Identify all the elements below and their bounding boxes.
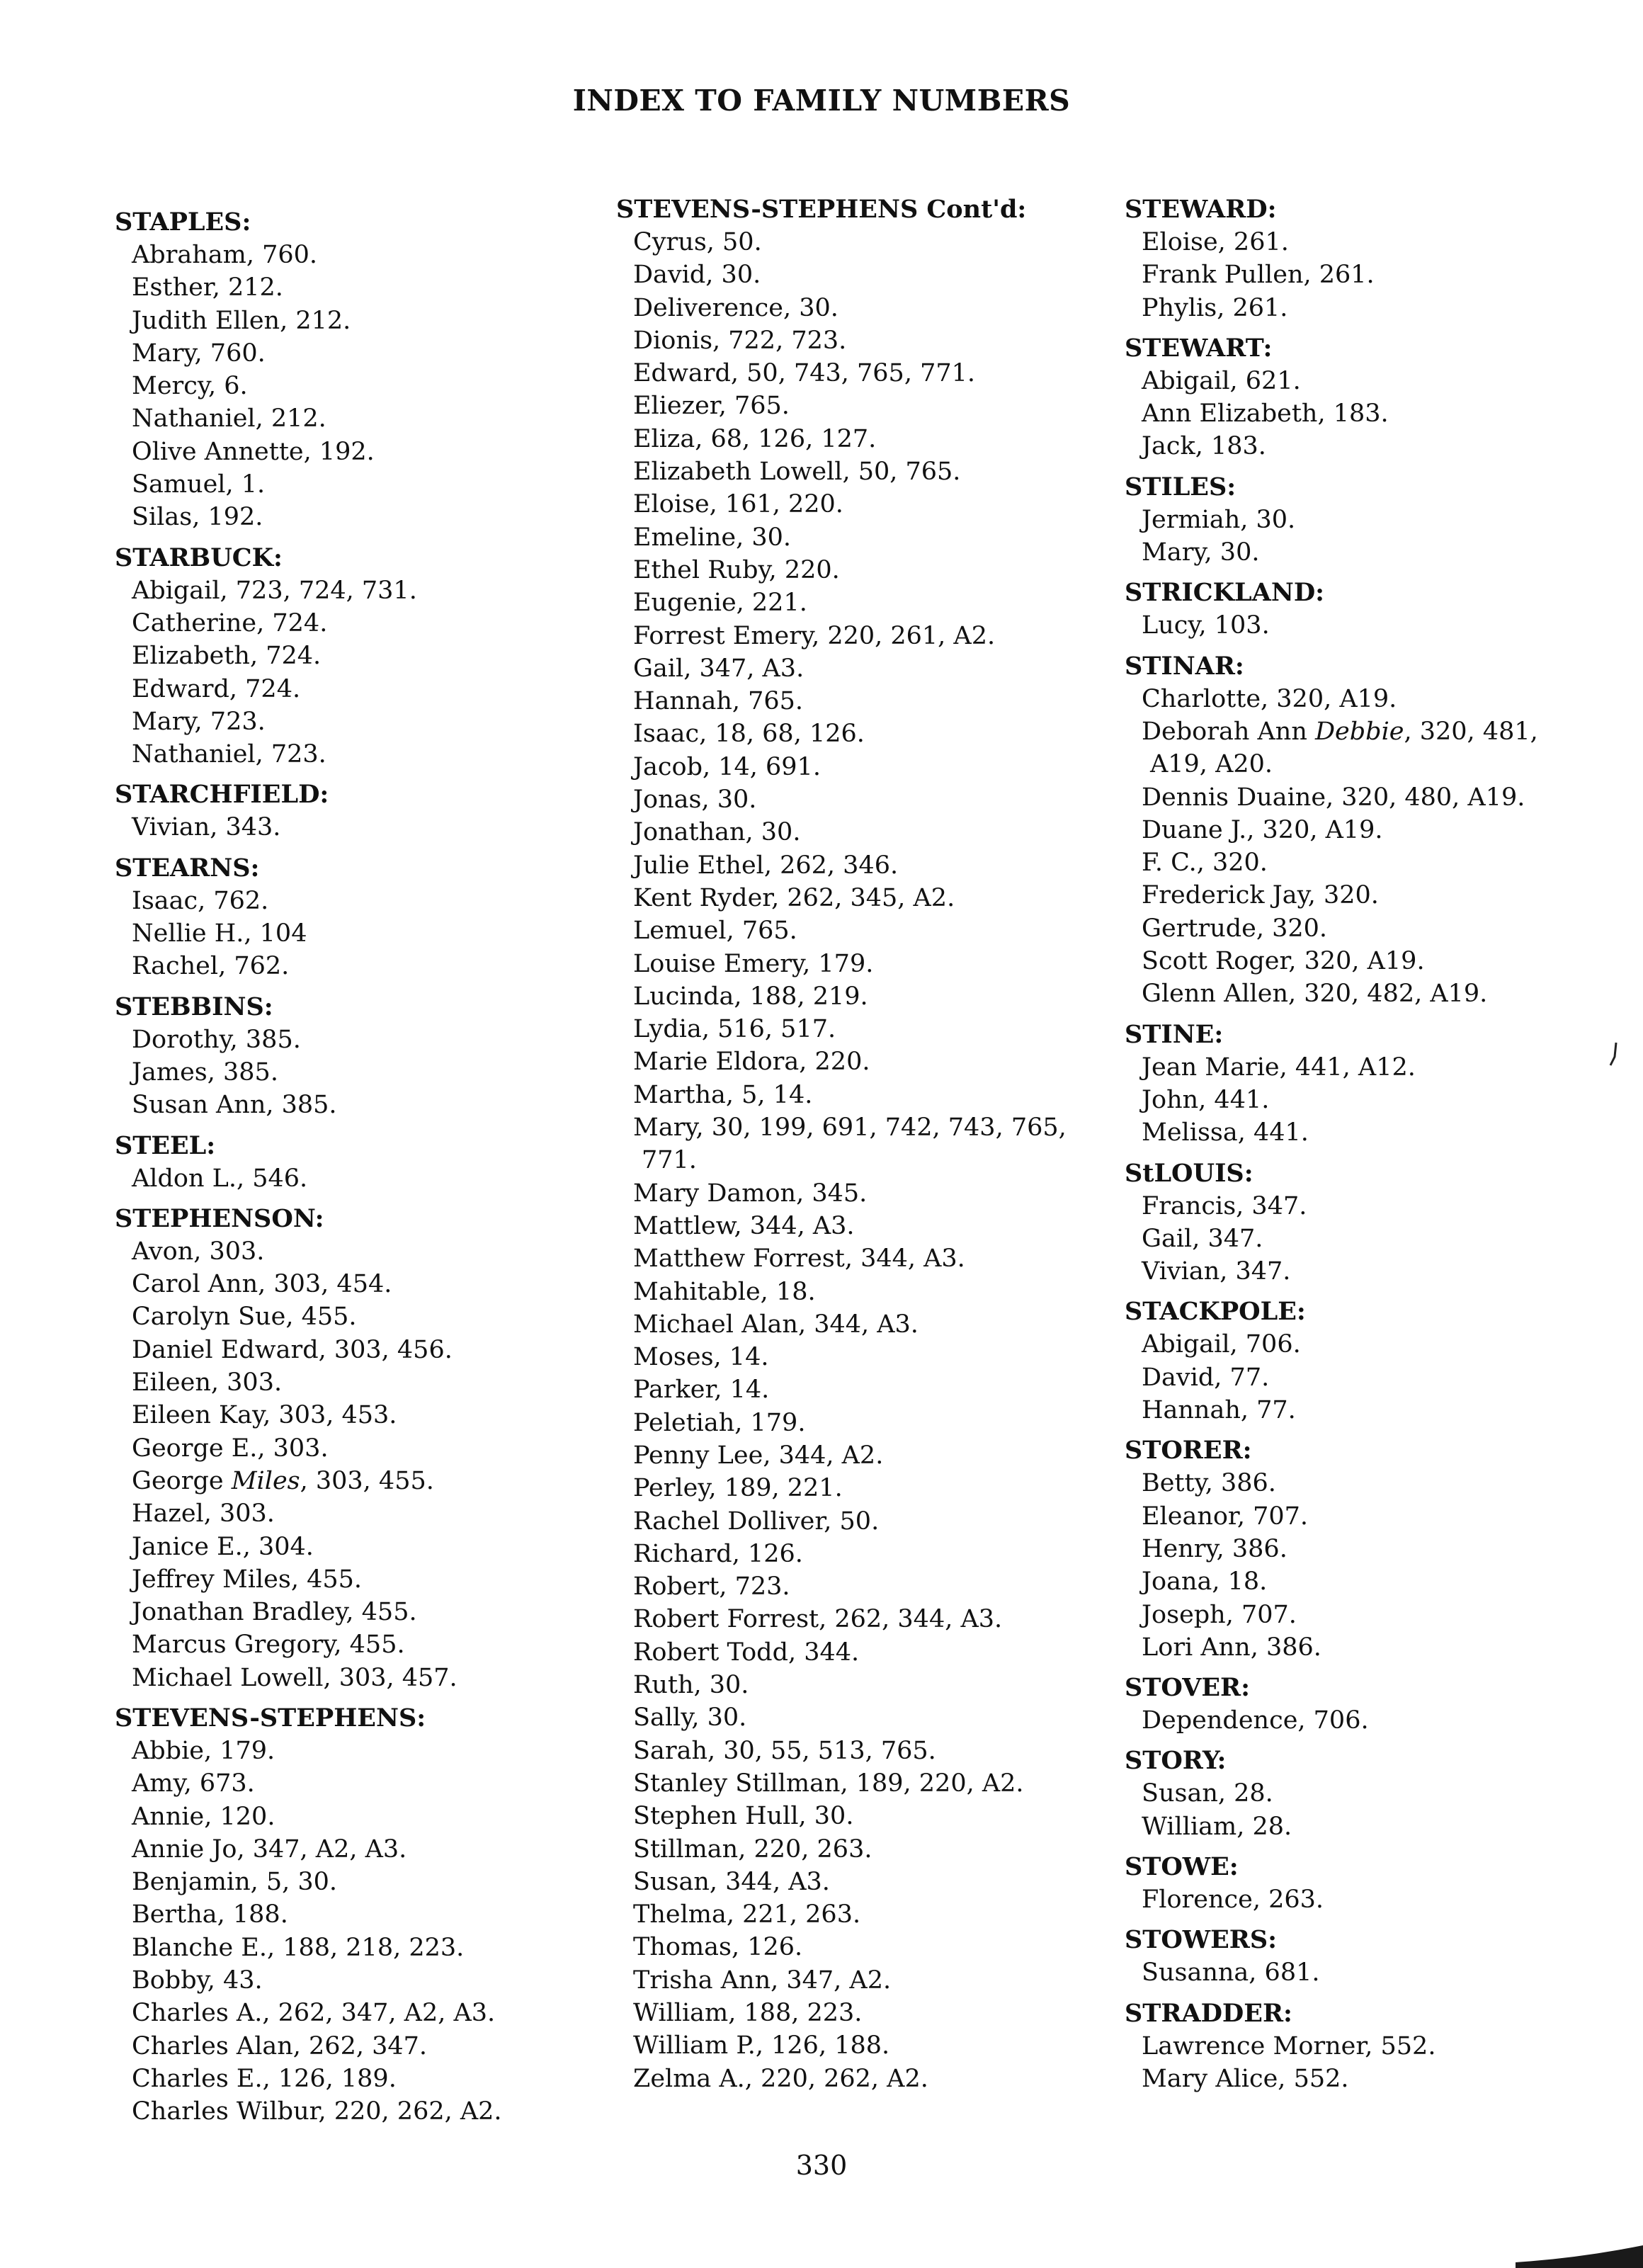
index-entry: Aldon L., 546. [132, 1164, 308, 1193]
index-entry: Jean Marie, 441, A12. [1142, 1053, 1416, 1082]
index-entry: Dionis, 722, 723. [633, 326, 847, 355]
index-entry: Betty, 386. [1142, 1469, 1276, 1498]
index-entry: Abigail, 621. [1142, 366, 1301, 395]
index-entry: Eugenie, 221. [633, 589, 807, 618]
surname-section [1125, 470, 1643, 569]
page-number: 330 [795, 2150, 848, 2181]
index-entry: Henry, 386. [1142, 1534, 1287, 1563]
index-entry: Edward, 724. [132, 674, 301, 703]
index-entry: Eloise, 161, 220. [633, 490, 843, 519]
surname-section [115, 541, 639, 771]
index-entry: Susanna, 681. [1142, 1958, 1320, 1988]
index-entry: Stanley Stillman, 189, 220, A2. [633, 1769, 1024, 1798]
index-entry: Parker, 14. [633, 1376, 770, 1405]
index-entry: Melissa, 441. [1142, 1118, 1309, 1147]
index-entry: Jacob, 14, 691. [633, 752, 821, 781]
index-entry: Nathaniel, 212. [132, 404, 326, 433]
index-entry: Charlotte, 320, A19. [1142, 684, 1397, 713]
index-entry: Samuel, 1. [132, 470, 266, 499]
index-entry: William, 188, 223. [633, 1999, 863, 2028]
surname-section [1125, 193, 1643, 324]
index-entry: David, 30. [633, 261, 761, 290]
index-entry: Gail, 347. [1142, 1224, 1263, 1253]
surname-section [115, 205, 639, 534]
index-entry: Susan Ann, 385. [132, 1091, 337, 1120]
index-entry: Richard, 126. [633, 1539, 803, 1568]
surname-heading: STOWERS: [1125, 1925, 1278, 1955]
index-entry: Jeffrey Miles, 455. [132, 1565, 363, 1594]
index-entry: Abbie, 179. [132, 1736, 275, 1765]
index-entry: George Miles, 303, 455. [132, 1466, 434, 1495]
surname-heading: STEARNS: [115, 853, 260, 883]
index-entry: Gertrude, 320. [1142, 914, 1328, 943]
index-entry: Lori Ann, 386. [1142, 1633, 1321, 1662]
surname-heading: STINAR: [1125, 651, 1244, 681]
index-entry: Mary, 760. [132, 339, 266, 368]
index-entry: Sarah, 30, 55, 513, 765. [633, 1736, 936, 1765]
surname-heading: STAPLES: [115, 208, 251, 237]
index-column-3 [1125, 193, 1643, 2102]
index-entry: Carolyn Sue, 455. [132, 1303, 357, 1332]
index-entry: Janice E., 304. [132, 1532, 314, 1561]
index-entry: Scott Roger, 320, A19. [1142, 947, 1425, 976]
index-entry: Eliza, 68, 126, 127. [633, 424, 877, 453]
index-entry: Elizabeth Lowell, 50, 765. [633, 458, 961, 487]
surname-section [115, 851, 639, 983]
surname-section [1125, 1434, 1643, 1664]
surname-heading: STEWART: [1125, 333, 1273, 363]
index-entry: Joseph, 707. [1142, 1600, 1297, 1629]
index-entry: Eileen Kay, 303, 453. [132, 1401, 397, 1430]
index-entry: Lydia, 516, 517. [633, 1015, 836, 1044]
index-entry: Lucinda, 188, 219. [633, 982, 868, 1011]
index-entry: Robert, 723. [633, 1572, 790, 1601]
index-entry: A19, A20. [1150, 750, 1273, 779]
surname-section [115, 1129, 639, 1195]
index-entry: Amy, 673. [132, 1769, 255, 1798]
index-entry: Jonathan, 30. [633, 818, 801, 847]
index-entry: Esther, 212. [132, 273, 283, 302]
index-entry: Trisha Ann, 347, A2. [633, 1966, 892, 1995]
surname-section [115, 1202, 639, 1694]
surname-heading: STOVER: [1125, 1673, 1251, 1703]
index-entry: Gail, 347, A3. [633, 654, 805, 683]
index-entry: Duane J., 320, A19. [1142, 815, 1383, 844]
index-entry: Charles Wilbur, 220, 262, A2. [132, 2097, 502, 2126]
index-entry: Rachel Dolliver, 50. [633, 1507, 880, 1536]
index-entry: Ruth, 30. [633, 1671, 749, 1700]
index-entry: Michael Alan, 344, A3. [633, 1310, 919, 1339]
index-entry: Jonas, 30. [633, 786, 757, 815]
surname-heading: STILES: [1125, 472, 1236, 501]
index-entry: Penny Lee, 344, A2. [633, 1441, 884, 1470]
index-entry: Mary, 30, 199, 691, 742, 743, 765, [633, 1113, 1067, 1142]
index-entry: Perley, 189, 221. [633, 1474, 843, 1503]
surname-heading: STRICKLAND: [1125, 578, 1325, 608]
index-entry: Robert Forrest, 262, 344, A3. [633, 1605, 1003, 1634]
surname-section [115, 1701, 639, 2128]
index-entry: Bobby, 43. [132, 1966, 263, 1995]
index-entry: Nellie H., 104 [132, 919, 307, 948]
index-entry: Mary Damon, 345. [633, 1179, 868, 1208]
index-entry: Blanche E., 188, 218, 223. [132, 1933, 465, 1962]
index-column-1 [115, 205, 639, 2136]
index-entry: F. C., 320. [1142, 849, 1268, 878]
surname-heading: STOWE: [1125, 1852, 1239, 1881]
index-entry: Frederick Jay, 320. [1142, 881, 1379, 910]
index-entry: Lucy, 103. [1142, 611, 1270, 640]
index-entry: Charles A., 262, 347, A2, A3. [132, 1999, 496, 2028]
surname-heading: STORY: [1125, 1746, 1227, 1776]
index-entry: Marcus Gregory, 455. [132, 1631, 405, 1660]
surname-section [1125, 1671, 1643, 1737]
index-entry: Isaac, 762. [132, 886, 269, 915]
index-entry: Sally, 30. [633, 1703, 747, 1733]
index-entry: Mary Alice, 552. [1142, 2064, 1349, 2093]
index-entry: Susan, 28. [1142, 1779, 1273, 1808]
index-entry: Stephen Hull, 30. [633, 1802, 854, 1831]
surname-section [1125, 1018, 1643, 1150]
surname-heading: STEPHENSON: [115, 1203, 324, 1233]
index-entry: Joana, 18. [1142, 1567, 1268, 1597]
index-entry: Jack, 183. [1142, 432, 1266, 461]
index-entry: Mercy, 6. [132, 372, 248, 401]
index-entry: Glenn Allen, 320, 482, A19. [1142, 980, 1488, 1009]
index-entry: Thomas, 126. [633, 1933, 803, 1962]
index-entry: Phylis, 261. [1142, 293, 1288, 322]
index-entry: Avon, 303. [132, 1237, 265, 1266]
surname-heading: STORER: [1125, 1436, 1252, 1465]
index-entry: Lawrence Morner, 552. [1142, 2031, 1436, 2060]
index-entry: Mary, 30. [1142, 538, 1260, 567]
index-entry: Julie Ethel, 262, 346. [633, 851, 899, 880]
index-entry: Susan, 344, A3. [633, 1867, 830, 1896]
index-entry: Benjamin, 5, 30. [132, 1868, 338, 1897]
surname-heading: STEVENS-STEPHENS: [115, 1703, 426, 1733]
index-entry: Eliezer, 765. [633, 392, 790, 421]
index-entry: Hannah, 765. [633, 687, 804, 716]
surname-heading: STARBUCK: [115, 543, 283, 572]
index-entry: Stillman, 220, 263. [633, 1835, 872, 1864]
index-entry: Judith Ellen, 212. [132, 306, 351, 335]
surname-heading: STARCHFIELD: [115, 780, 329, 810]
index-entry: Edward, 50, 743, 765, 771. [633, 359, 975, 388]
index-entry: Peletiah, 179. [633, 1408, 806, 1437]
index-entry: Silas, 192. [132, 503, 263, 532]
surname-section [1125, 1850, 1643, 1916]
index-entry: Vivian, 347. [1142, 1257, 1291, 1286]
index-entry: Nathaniel, 723. [132, 740, 326, 769]
surname-heading: STEVENS-STEPHENS Cont'd: [616, 195, 1027, 224]
index-entry: Jonathan Bradley, 455. [132, 1598, 417, 1627]
index-entry: George E., 303. [132, 1434, 329, 1463]
index-entry: Isaac, 18, 68, 126. [633, 720, 865, 749]
index-entry: Forrest Emery, 220, 261, A2. [633, 621, 996, 650]
surname-heading: STEWARD: [1125, 195, 1277, 224]
index-entry: Jermiah, 30. [1142, 505, 1296, 534]
index-entry: Daniel Edward, 303, 456. [132, 1335, 453, 1364]
index-entry: Annie, 120. [132, 1802, 275, 1831]
index-entry: Abraham, 760. [132, 241, 318, 269]
index-entry: Vivian, 343. [132, 813, 281, 842]
index-entry: Carol Ann, 303, 454. [132, 1270, 392, 1299]
scan-edge-shadow [1516, 2231, 1643, 2268]
surname-section [1125, 331, 1643, 463]
index-entry: Martha, 5, 14. [633, 1080, 813, 1109]
surname-section [1125, 1157, 1643, 1288]
surname-section [1125, 576, 1643, 642]
index-entry: Dennis Duaine, 320, 480, A19. [1142, 783, 1525, 812]
index-entry: Thelma, 221, 263. [633, 1900, 861, 1929]
index-entry: David, 77. [1142, 1363, 1270, 1392]
index-entry: Cyrus, 50. [633, 228, 762, 256]
index-entry: Abigail, 706. [1142, 1330, 1301, 1359]
index-entry: Charles Alan, 262, 347. [132, 2031, 428, 2060]
index-entry: Emeline, 30. [633, 523, 792, 552]
index-entry: Kent Ryder, 262, 345, A2. [633, 883, 955, 912]
surname-section [1125, 1744, 1643, 1843]
index-entry: Lemuel, 765. [633, 917, 797, 946]
index-entry: William P., 126, 188. [633, 2031, 890, 2060]
surname-heading: STINE: [1125, 1019, 1224, 1049]
index-entry: Florence, 263. [1142, 1885, 1324, 1914]
index-column-2 [616, 193, 1140, 2102]
surname-heading: STACKPOLE: [1125, 1297, 1306, 1327]
index-entry: Francis, 347. [1142, 1191, 1307, 1220]
index-entry: Mary, 723. [132, 707, 266, 736]
surname-heading: STEEL: [115, 1130, 216, 1160]
index-entry: William, 28. [1142, 1812, 1292, 1841]
index-entry: Moses, 14. [633, 1343, 769, 1372]
index-entry: Frank Pullen, 261. [1142, 261, 1375, 290]
pen-mark [1608, 1041, 1622, 1070]
index-entry: Abigail, 723, 724, 731. [132, 576, 417, 605]
index-entry: Michael Lowell, 303, 457. [132, 1663, 457, 1692]
surname-heading: STEBBINS: [115, 992, 273, 1021]
index-entry: Hazel, 303. [132, 1499, 275, 1529]
index-entry: Rachel, 762. [132, 952, 290, 981]
index-entry: Eloise, 261. [1142, 228, 1289, 256]
surname-section [1125, 1923, 1643, 1989]
index-entry: 771. [642, 1146, 697, 1175]
surname-heading: STRADDER: [1125, 1998, 1292, 2028]
index-entry: Annie Jo, 347, A2, A3. [132, 1835, 407, 1864]
index-entry: Deborah Ann Debbie, 320, 481, [1142, 717, 1538, 746]
index-entry: Catherine, 724. [132, 608, 328, 637]
index-entry: James, 385. [132, 1058, 278, 1087]
index-entry: Robert Todd, 344. [633, 1638, 860, 1667]
index-entry: Mattlew, 344, A3. [633, 1211, 855, 1240]
surname-section [1125, 1997, 1643, 2096]
index-entry: Elizabeth, 724. [132, 642, 322, 671]
index-entry: Eileen, 303. [132, 1368, 283, 1397]
index-entry: Eleanor, 707. [1142, 1502, 1309, 1531]
index-entry: Ann Elizabeth, 183. [1142, 399, 1389, 429]
index-entry: Bertha, 188. [132, 1900, 288, 1929]
surname-section [1125, 650, 1643, 1011]
index-entry: Marie Eldora, 220. [633, 1048, 870, 1077]
surname-heading: StLOUIS: [1125, 1158, 1253, 1188]
index-entry: Mahitable, 18. [633, 1277, 816, 1306]
index-entry: Louise Emery, 179. [633, 949, 874, 978]
surname-section [1125, 1295, 1643, 1427]
index-entry: Olive Annette, 192. [132, 437, 375, 466]
index-entry: Hannah, 77. [1142, 1396, 1296, 1425]
index-entry: Dorothy, 385. [132, 1025, 301, 1054]
surname-section [616, 193, 1140, 2095]
page-title: INDEX TO FAMILY NUMBERS [572, 84, 1071, 118]
surname-section [115, 990, 639, 1122]
index-entry: John, 441. [1142, 1085, 1270, 1114]
index-entry: Zelma A., 220, 262, A2. [633, 2064, 928, 2093]
index-entry: Dependence, 706. [1142, 1706, 1369, 1735]
index-entry: Ethel Ruby, 220. [633, 555, 840, 584]
index-entry: Charles E., 126, 189. [132, 2064, 397, 2093]
index-entry: Deliverence, 30. [633, 293, 838, 322]
index-entry: Matthew Forrest, 344, A3. [633, 1244, 965, 1274]
surname-section [115, 778, 639, 844]
